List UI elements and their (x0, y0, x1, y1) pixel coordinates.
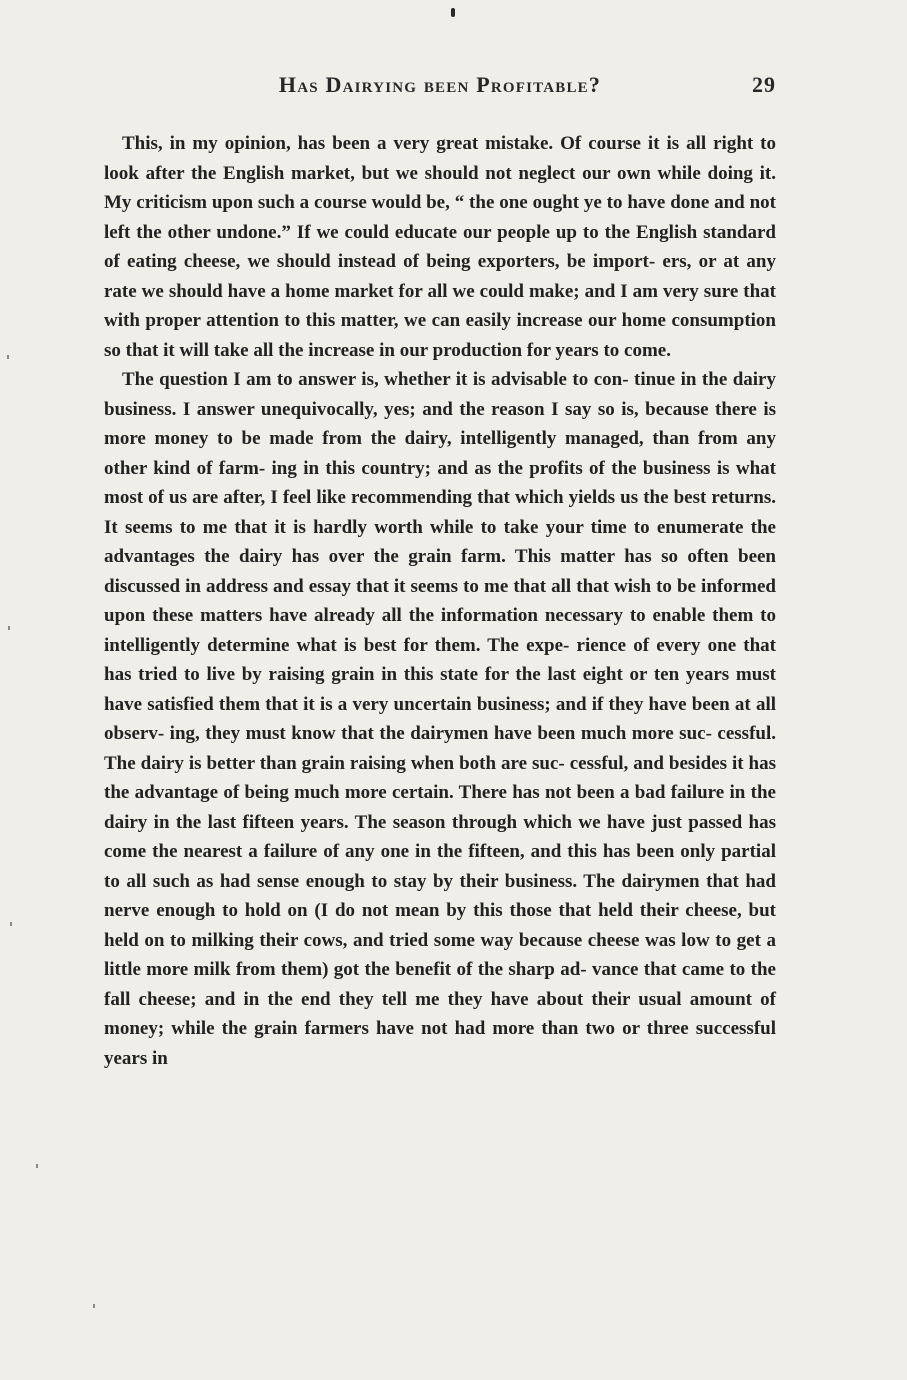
margin-speck (10, 922, 12, 926)
margin-speck (7, 355, 9, 359)
running-head: Has Dairying been Profitable? (278, 72, 602, 97)
page-header (104, 72, 776, 104)
body-text (104, 129, 776, 1073)
paragraph: The question I am to answer is, whether it is advisable to con- tinue in the dairy business. I answer unequivocally, yes; and the reason I say so is, because there is more money to be made from the dairy, intelligently managed, than from any other kind of farm- ing in this country; and as the profits of the business is what most of us are after, I feel like recommending that which yields us the best returns. It seems to me that it is hardly worth while to take your time to enumerate the advantages the dairy has over the grain farm. This matter has so often been discussed in address and essay that it seems to me that all that wish to be informed upon these matters have already all the information necessary to enable them to intelligently determine what is best for them. The expe- rience of every one that has tried to live by raising grain in this state for the last eight or ten years must have satisfied them that it is a very uncertain business; and if they have been at all observ- ing, they must know that the dairymen have been much more suc- cessful. The dairy is better than grain raising when both are suc- cessful, and besides it has the advantage of being much more certain. There has not been a bad failure in the dairy in the last fifteen years. The season through which we have just passed has come the nearest a failure of any one in the fifteen, and this has been only partial to all such as had sense enough to stay by their business. The dairymen that had nerve enough to hold on (I do not mean by this those that held their cheese, but held on to milking their cows, and tried some way because cheese was low to get a little more milk from them) got the benefit of the sharp ad- vance that came to the fall cheese; and in the end they tell me they have about their usual amount of money; while the grain farmers have not had more than two or three successful years in (104, 369, 776, 1069)
print-mark (451, 8, 455, 17)
page-number: 29 (752, 72, 776, 97)
margin-speck (36, 1164, 38, 1168)
margin-speck (93, 1304, 95, 1308)
margin-speck (8, 626, 10, 630)
paragraph: This, in my opinion, has been a very great mistake. Of course it is all right to look after the English market, but we should not neglect our own while doing it. My criticism upon such a course would be, “ the one ought ye to have done and not left the other undone.” If we could educate our people up to the English standard of eating cheese, we should instead of being exporters, be import- ers, or at any rate we should have a home market for all we could make; and I am very sure that with proper attention to this matter, we can easily increase our home consumption so that it will take all the increase in our production for years to come. (104, 133, 776, 361)
